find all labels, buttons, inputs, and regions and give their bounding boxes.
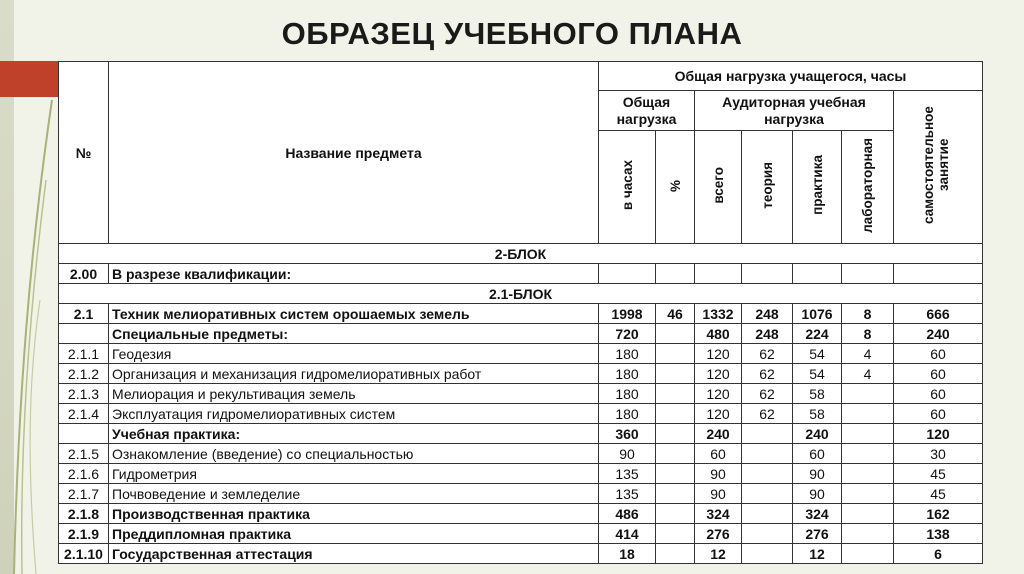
total-cell: 1332 xyxy=(695,304,742,324)
table-row xyxy=(59,324,983,344)
row-code xyxy=(59,424,109,444)
practice-cell: 240 xyxy=(793,424,842,444)
total-cell: 120 xyxy=(695,344,742,364)
self-study-cell xyxy=(894,264,983,284)
hours-cell: 1998 xyxy=(599,304,656,324)
hours-cell: 90 xyxy=(599,444,656,464)
practice-cell: 60 xyxy=(793,444,842,464)
lab-cell xyxy=(842,384,894,404)
table-body xyxy=(59,244,983,564)
self-study-cell: 240 xyxy=(894,324,983,344)
row-subject: Геодезия xyxy=(109,344,599,364)
row-subject: Производственная практика xyxy=(109,504,599,524)
total-cell: 480 xyxy=(695,324,742,344)
row-subject: Почвоведение и земледелие xyxy=(109,484,599,504)
self-study-cell: 120 xyxy=(894,424,983,444)
row-subject: Мелиорация и рекультивация земель xyxy=(109,384,599,404)
lab-cell xyxy=(842,484,894,504)
practice-cell: 90 xyxy=(793,464,842,484)
total-cell xyxy=(695,264,742,284)
row-subject: Государственная аттестация xyxy=(109,544,599,564)
table-row xyxy=(59,304,983,324)
page-title: ОБРАЗЕЦ УЧЕБНОГО ПЛАНА xyxy=(281,16,743,51)
practice-cell: 12 xyxy=(793,544,842,564)
row-subject: Ознакомление (введение) со специальностью xyxy=(109,444,599,464)
header-self-study-cell xyxy=(894,91,983,244)
percent-cell xyxy=(656,524,695,544)
percent-cell xyxy=(656,264,695,284)
table-row xyxy=(59,404,983,424)
hours-cell: 180 xyxy=(599,364,656,384)
table-row xyxy=(59,544,983,564)
section-row xyxy=(59,284,983,304)
percent-cell xyxy=(656,444,695,464)
practice-cell: 224 xyxy=(793,324,842,344)
table-header xyxy=(59,62,983,244)
percent-cell xyxy=(656,504,695,524)
theory-cell xyxy=(742,444,793,464)
header-number: № xyxy=(59,62,109,244)
table-row xyxy=(59,504,983,524)
theory-cell: 62 xyxy=(742,344,793,364)
percent-cell xyxy=(656,364,695,384)
row-code: 2.1.3 xyxy=(59,384,109,404)
total-cell: 12 xyxy=(695,544,742,564)
practice-cell: 54 xyxy=(793,344,842,364)
header-classroom-load: Аудиторная учебная нагрузка xyxy=(695,91,894,131)
theory-cell: 248 xyxy=(742,304,793,324)
row-code xyxy=(59,324,109,344)
row-code: 2.00 xyxy=(59,264,109,284)
theory-cell: 62 xyxy=(742,364,793,384)
lab-cell xyxy=(842,504,894,524)
lab-cell xyxy=(842,404,894,424)
self-study-cell: 60 xyxy=(894,344,983,364)
row-subject: Преддипломная практика xyxy=(109,524,599,544)
hours-cell: 18 xyxy=(599,544,656,564)
header-total: всего xyxy=(710,166,726,204)
header-total-load: Общая нагрузка учащегося, часы xyxy=(599,62,983,91)
total-cell: 120 xyxy=(695,384,742,404)
theory-cell xyxy=(742,484,793,504)
percent-cell xyxy=(656,404,695,424)
hours-cell: 135 xyxy=(599,484,656,504)
theory-cell xyxy=(742,264,793,284)
row-subject: В разрезе квалификации: xyxy=(109,264,599,284)
header-self-study: самостоятельное занятие xyxy=(921,106,951,224)
percent-cell xyxy=(656,324,695,344)
row-code: 2.1 xyxy=(59,304,109,324)
hours-cell xyxy=(599,264,656,284)
total-cell: 60 xyxy=(695,444,742,464)
self-study-cell: 45 xyxy=(894,484,983,504)
lab-cell: 4 xyxy=(842,344,894,364)
lab-cell xyxy=(842,464,894,484)
header-percent-cell xyxy=(656,131,695,244)
table-row xyxy=(59,484,983,504)
practice-cell: 58 xyxy=(793,404,842,424)
percent-cell: 46 xyxy=(656,304,695,324)
header-theory-cell xyxy=(742,131,793,244)
total-cell: 120 xyxy=(695,404,742,424)
row-code: 2.1.8 xyxy=(59,504,109,524)
header-lab: лабораторная xyxy=(860,137,875,233)
table-row xyxy=(59,424,983,444)
self-study-cell: 30 xyxy=(894,444,983,464)
practice-cell: 54 xyxy=(793,364,842,384)
theory-cell: 62 xyxy=(742,404,793,424)
row-code: 2.1.9 xyxy=(59,524,109,544)
row-code: 2.1.5 xyxy=(59,444,109,464)
percent-cell xyxy=(656,464,695,484)
practice-cell: 1076 xyxy=(793,304,842,324)
total-cell: 324 xyxy=(695,504,742,524)
lab-cell xyxy=(842,544,894,564)
percent-cell xyxy=(656,344,695,364)
theory-cell: 62 xyxy=(742,384,793,404)
hours-cell: 180 xyxy=(599,384,656,404)
theory-cell xyxy=(742,524,793,544)
row-subject: Учебная практика: xyxy=(109,424,599,444)
row-code: 2.1.4 xyxy=(59,404,109,424)
table-row xyxy=(59,384,983,404)
lab-cell xyxy=(842,424,894,444)
section-title: 2.1-БЛОК xyxy=(59,284,983,304)
hours-cell: 180 xyxy=(599,344,656,364)
row-code: 2.1.10 xyxy=(59,544,109,564)
percent-cell xyxy=(656,424,695,444)
self-study-cell: 45 xyxy=(894,464,983,484)
lab-cell xyxy=(842,264,894,284)
hours-cell: 720 xyxy=(599,324,656,344)
table-row xyxy=(59,444,983,464)
section-title: 2-БЛОК xyxy=(59,244,983,264)
lab-cell: 8 xyxy=(842,304,894,324)
self-study-cell: 162 xyxy=(894,504,983,524)
lab-cell: 8 xyxy=(842,324,894,344)
total-cell: 276 xyxy=(695,524,742,544)
practice-cell: 324 xyxy=(793,504,842,524)
theory-cell xyxy=(742,504,793,524)
row-subject: Организация и механизация гидромелиоративных работ xyxy=(109,364,599,384)
row-subject: Эксплуатация гидромелиоративных систем xyxy=(109,404,599,424)
header-lab-cell xyxy=(842,131,894,244)
theory-cell xyxy=(742,544,793,564)
hours-cell: 360 xyxy=(599,424,656,444)
theory-cell: 248 xyxy=(742,324,793,344)
lab-cell xyxy=(842,444,894,464)
row-code: 2.1.1 xyxy=(59,344,109,364)
header-practice: практика xyxy=(809,155,825,216)
table-row xyxy=(59,364,983,384)
percent-cell xyxy=(656,384,695,404)
theory-cell xyxy=(742,424,793,444)
header-percent: % xyxy=(667,180,683,193)
self-study-cell: 6 xyxy=(894,544,983,564)
header-subject: Название предмета xyxy=(109,62,599,244)
theory-cell xyxy=(742,464,793,484)
hours-cell: 180 xyxy=(599,404,656,424)
practice-cell: 58 xyxy=(793,384,842,404)
red-accent-bar xyxy=(0,61,60,97)
lab-cell xyxy=(842,524,894,544)
row-code: 2.1.7 xyxy=(59,484,109,504)
hours-cell: 414 xyxy=(599,524,656,544)
total-cell: 90 xyxy=(695,484,742,504)
total-cell: 240 xyxy=(695,424,742,444)
table-row xyxy=(59,524,983,544)
header-in-hours-cell xyxy=(599,131,656,244)
total-cell: 120 xyxy=(695,364,742,384)
table-row xyxy=(59,264,983,284)
self-study-cell: 60 xyxy=(894,364,983,384)
practice-cell: 276 xyxy=(793,524,842,544)
table-row xyxy=(59,344,983,364)
header-in-hours: в часах xyxy=(619,160,635,211)
self-study-cell: 138 xyxy=(894,524,983,544)
percent-cell xyxy=(656,484,695,504)
hours-cell: 486 xyxy=(599,504,656,524)
curriculum-table xyxy=(58,61,983,564)
self-study-cell: 60 xyxy=(894,404,983,424)
section-row xyxy=(59,244,983,264)
header-total-cell xyxy=(695,131,742,244)
row-code: 2.1.2 xyxy=(59,364,109,384)
percent-cell xyxy=(656,544,695,564)
row-subject: Гидрометрия xyxy=(109,464,599,484)
header-general-load: Общая нагрузка xyxy=(599,91,695,131)
header-practice-cell xyxy=(793,131,842,244)
self-study-cell: 60 xyxy=(894,384,983,404)
total-cell: 90 xyxy=(695,464,742,484)
practice-cell xyxy=(793,264,842,284)
practice-cell: 90 xyxy=(793,484,842,504)
lab-cell: 4 xyxy=(842,364,894,384)
hours-cell: 135 xyxy=(599,464,656,484)
header-theory: теория xyxy=(759,161,775,209)
row-subject: Техник мелиоративных систем орошаемых земель xyxy=(109,304,599,324)
table-row xyxy=(59,464,983,484)
self-study-cell: 666 xyxy=(894,304,983,324)
row-code: 2.1.6 xyxy=(59,464,109,484)
row-subject: Специальные предметы: xyxy=(109,324,599,344)
